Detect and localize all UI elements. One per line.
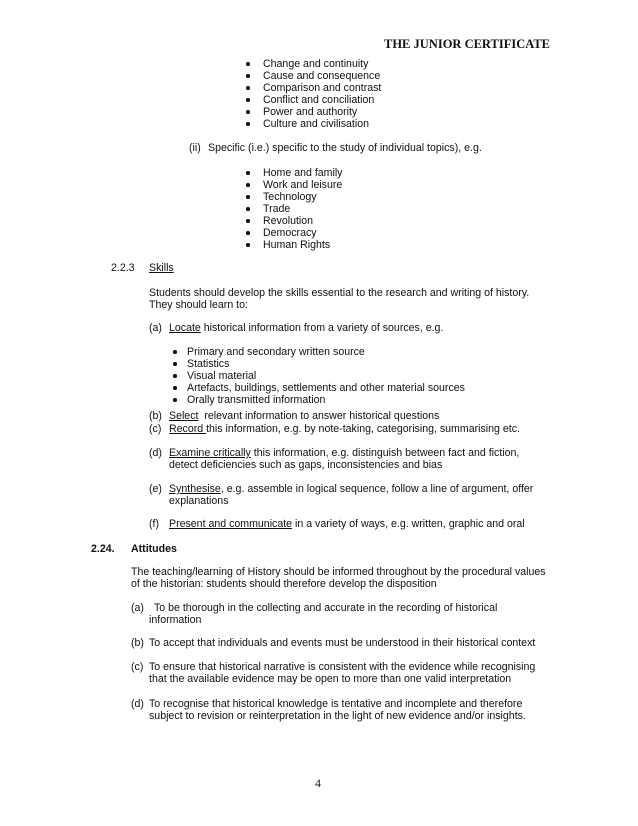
- bullet-icon: [173, 398, 177, 402]
- list-item: Power and authority: [263, 106, 358, 118]
- list-item: Technology: [263, 191, 317, 203]
- list-item: Democracy: [263, 227, 317, 239]
- skill-text: detect deficiencies such as gaps, inconsistencies and bias: [169, 459, 443, 471]
- item-label: (c): [149, 423, 162, 435]
- list-item: Revolution: [263, 215, 314, 227]
- list-item: Change and continuity: [263, 58, 369, 70]
- item-label: (a): [131, 602, 144, 614]
- list-item: Comparison and contrast: [263, 82, 382, 94]
- skill-item: [169, 410, 439, 422]
- page-number: 4: [315, 776, 321, 790]
- skill-text: , e.g. assemble in logical sequence, follow a line of argument, offer: [220, 483, 534, 495]
- list-item: Culture and civilisation: [263, 118, 369, 130]
- skill-item: [169, 483, 533, 495]
- attitudes-intro: of the historian: students should therefore develop the disposition: [131, 578, 437, 590]
- bullet-icon: [246, 231, 250, 235]
- bullet-icon: [246, 98, 250, 102]
- item-label: (f): [149, 518, 159, 530]
- skill-item: [169, 322, 443, 334]
- attitude-text: To ensure that historical narrative is consistent with the evidence while recognising: [149, 661, 536, 673]
- attitude-text: To accept that individuals and events must be understood in their historical context: [149, 637, 536, 649]
- list-item: Statistics: [187, 358, 230, 370]
- section-number: 2.2.3: [111, 262, 135, 274]
- bullet-icon: [246, 171, 250, 175]
- skill-text: relevant information to answer historical questions: [198, 410, 440, 422]
- list-item: Artefacts, buildings, settlements and other material sources: [187, 382, 465, 394]
- skill-text: in a variety of ways, e.g. written, graphic and oral: [292, 518, 525, 530]
- item-label: (b): [149, 410, 162, 422]
- item-label: (e): [149, 483, 162, 495]
- attitude-text: To recognise that historical knowledge is tentative and incomplete and therefore: [149, 698, 523, 710]
- skill-keyword: Examine critically: [169, 447, 251, 459]
- skill-text: this information, e.g. by note-taking, categorising, summarising etc.: [206, 423, 520, 435]
- list-item: Work and leisure: [263, 179, 343, 191]
- skill-text: this information, e.g. distinguish between fact and fiction,: [250, 447, 520, 459]
- item-label: (c): [131, 661, 144, 673]
- bullet-icon: [246, 74, 250, 78]
- skill-item: [169, 423, 520, 435]
- section-title: Attitudes: [131, 543, 177, 555]
- attitude-text: To be thorough in the collecting and accurate in the recording of historical: [154, 602, 498, 614]
- attitude-text: subject to revision or reinterpretation in the light of new evidence and/or insights.: [149, 710, 526, 722]
- skill-item: [169, 518, 525, 530]
- item-label: (d): [149, 447, 162, 459]
- list-item: Orally transmitted information: [187, 394, 326, 406]
- bullet-icon: [246, 86, 250, 90]
- skill-text: explanations: [169, 495, 229, 507]
- list-item: Trade: [263, 203, 291, 215]
- section-number: 2.24.: [91, 543, 115, 555]
- bullet-icon: [246, 62, 250, 66]
- item-label: (d): [131, 698, 144, 710]
- skill-keyword: Synthesise: [169, 483, 221, 495]
- bullet-icon: [246, 243, 250, 247]
- skill-item: [169, 447, 519, 459]
- skill-keyword: Record: [169, 423, 207, 435]
- bullet-icon: [173, 386, 177, 390]
- list-item: Visual material: [187, 370, 257, 382]
- bullet-icon: [173, 350, 177, 354]
- list-item: Conflict and conciliation: [263, 94, 375, 106]
- skill-keyword: Select: [169, 410, 199, 422]
- section-title: Skills: [149, 262, 174, 274]
- attitude-text: that the available evidence may be open to more than one valid interpretation: [149, 673, 512, 685]
- bullet-icon: [246, 110, 250, 114]
- item-label: (a): [149, 322, 162, 334]
- skill-text: historical information from a variety of sources, e.g.: [200, 322, 444, 334]
- bullet-icon: [173, 374, 177, 378]
- bullet-icon: [173, 362, 177, 366]
- bullet-icon: [246, 183, 250, 187]
- list-item: Primary and secondary written source: [187, 346, 365, 358]
- bullet-icon: [246, 195, 250, 199]
- specific-text: Specific (i.e.) specific to the study of individual topics), e.g.: [208, 142, 482, 154]
- attitude-text: information: [149, 614, 202, 626]
- bullet-icon: [246, 219, 250, 223]
- specific-label: (ii): [189, 142, 201, 154]
- skills-intro: They should learn to:: [149, 299, 248, 311]
- page-header: THE JUNIOR CERTIFICATE: [384, 37, 551, 51]
- skills-intro: Students should develop the skills essential to the research and writing of history.: [149, 287, 530, 299]
- bullet-icon: [246, 207, 250, 211]
- bullet-icon: [246, 122, 250, 126]
- list-item: Cause and consequence: [263, 70, 381, 82]
- skill-keyword: Present and communicate: [169, 518, 293, 530]
- list-item: Human Rights: [263, 239, 331, 251]
- list-item: Home and family: [263, 167, 343, 179]
- attitudes-intro: The teaching/learning of History should be informed throughout by the procedural values: [131, 566, 546, 578]
- item-label: (b): [131, 637, 144, 649]
- skill-keyword: Locate: [169, 322, 201, 334]
